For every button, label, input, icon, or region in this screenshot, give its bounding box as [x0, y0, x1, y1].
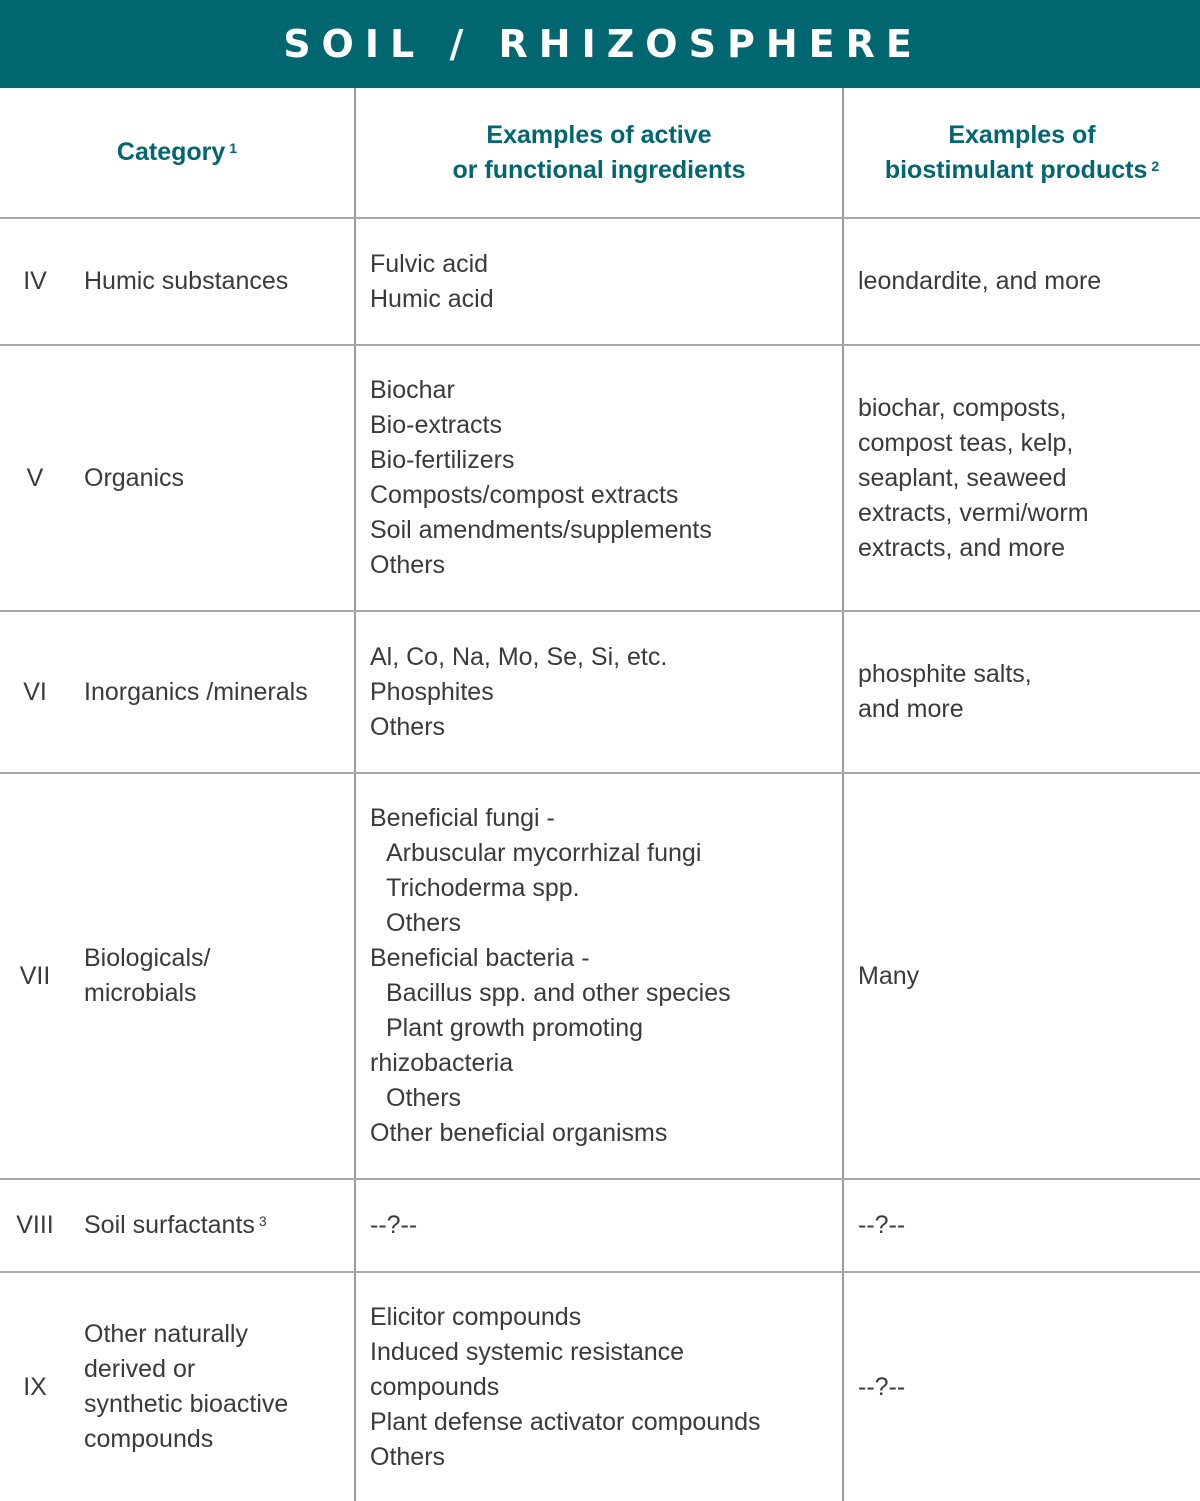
category-name: Humic substances	[84, 267, 289, 295]
table-row	[0, 346, 1200, 612]
ingredients-cell: Elicitor compounds Induced systemic resistance compounds Plant defense activator compounds Others	[356, 1273, 844, 1501]
ingredients-cell: Beneficial fungi - Arbuscular mycorrhizal fungi Trichoderma spp. Others Beneficial bacteria - Bacillus spp. and other species Plant growth promoting rhizobacteria Others Other beneficial organisms	[356, 774, 844, 1178]
category-cell	[0, 219, 356, 344]
category-number: IV	[23, 267, 47, 295]
table-header-row	[0, 88, 1200, 219]
banner-title: SOIL / RHIZOSPHERE	[283, 22, 923, 66]
ingredients-cell: Al, Co, Na, Mo, Se, Si, etc. Phosphites Others	[356, 612, 844, 772]
products-cell: --?--	[858, 1372, 906, 1401]
category-number: VII	[19, 961, 51, 990]
category-cell	[0, 612, 356, 772]
category-cell	[0, 346, 356, 610]
category-name: Inorganics /minerals	[84, 677, 308, 706]
products-cell: leondardite, and more	[858, 267, 1102, 295]
table-row	[0, 1180, 1200, 1273]
table-row	[0, 219, 1200, 346]
header-category: Category $^1$	[0, 88, 356, 217]
biostimulant-table	[0, 88, 1200, 1501]
category-number: V	[26, 463, 44, 492]
table-row	[0, 1273, 1200, 1501]
products-cell: phosphite salts, and more	[858, 660, 1032, 723]
category-number: IX	[23, 1372, 47, 1401]
products-cell: Many	[858, 961, 920, 990]
ingredients-cell: Fulvic acid Humic acid	[356, 219, 844, 344]
footnote-marker: 3	[258, 1213, 267, 1229]
footnote-marker: 1	[229, 140, 238, 156]
category-cell	[0, 1180, 356, 1271]
table-row	[0, 612, 1200, 774]
table-row	[0, 774, 1200, 1180]
category-number: VI	[23, 677, 47, 706]
footnote-marker: 2	[1151, 157, 1160, 174]
category-number: VIII	[16, 1211, 54, 1239]
products-cell: --?--	[858, 1211, 906, 1239]
category-name: Organics	[84, 463, 185, 492]
category-cell	[0, 774, 356, 1178]
section-banner	[0, 0, 1200, 88]
category-name: Soil surfactants $^3$	[84, 1211, 267, 1239]
category-name: Biologicals/ microbials	[84, 944, 211, 1007]
category-name: Other naturally derived or synthetic bioactive compounds	[84, 1320, 289, 1453]
header-ingredients: Examples of active or functional ingredients	[356, 88, 844, 217]
ingredients-cell: --?--	[356, 1180, 844, 1271]
header-products: Examples of biostimulant products $^2$	[884, 120, 1160, 184]
ingredients-cell: Biochar Bio-extracts Bio-fertilizers Composts/compost extracts Soil amendments/supplements Others	[356, 346, 844, 610]
products-cell: biochar, composts, compost teas, kelp, seaplant, seaweed extracts, vermi/worm extracts, and more	[858, 393, 1089, 562]
category-cell	[0, 1273, 356, 1501]
